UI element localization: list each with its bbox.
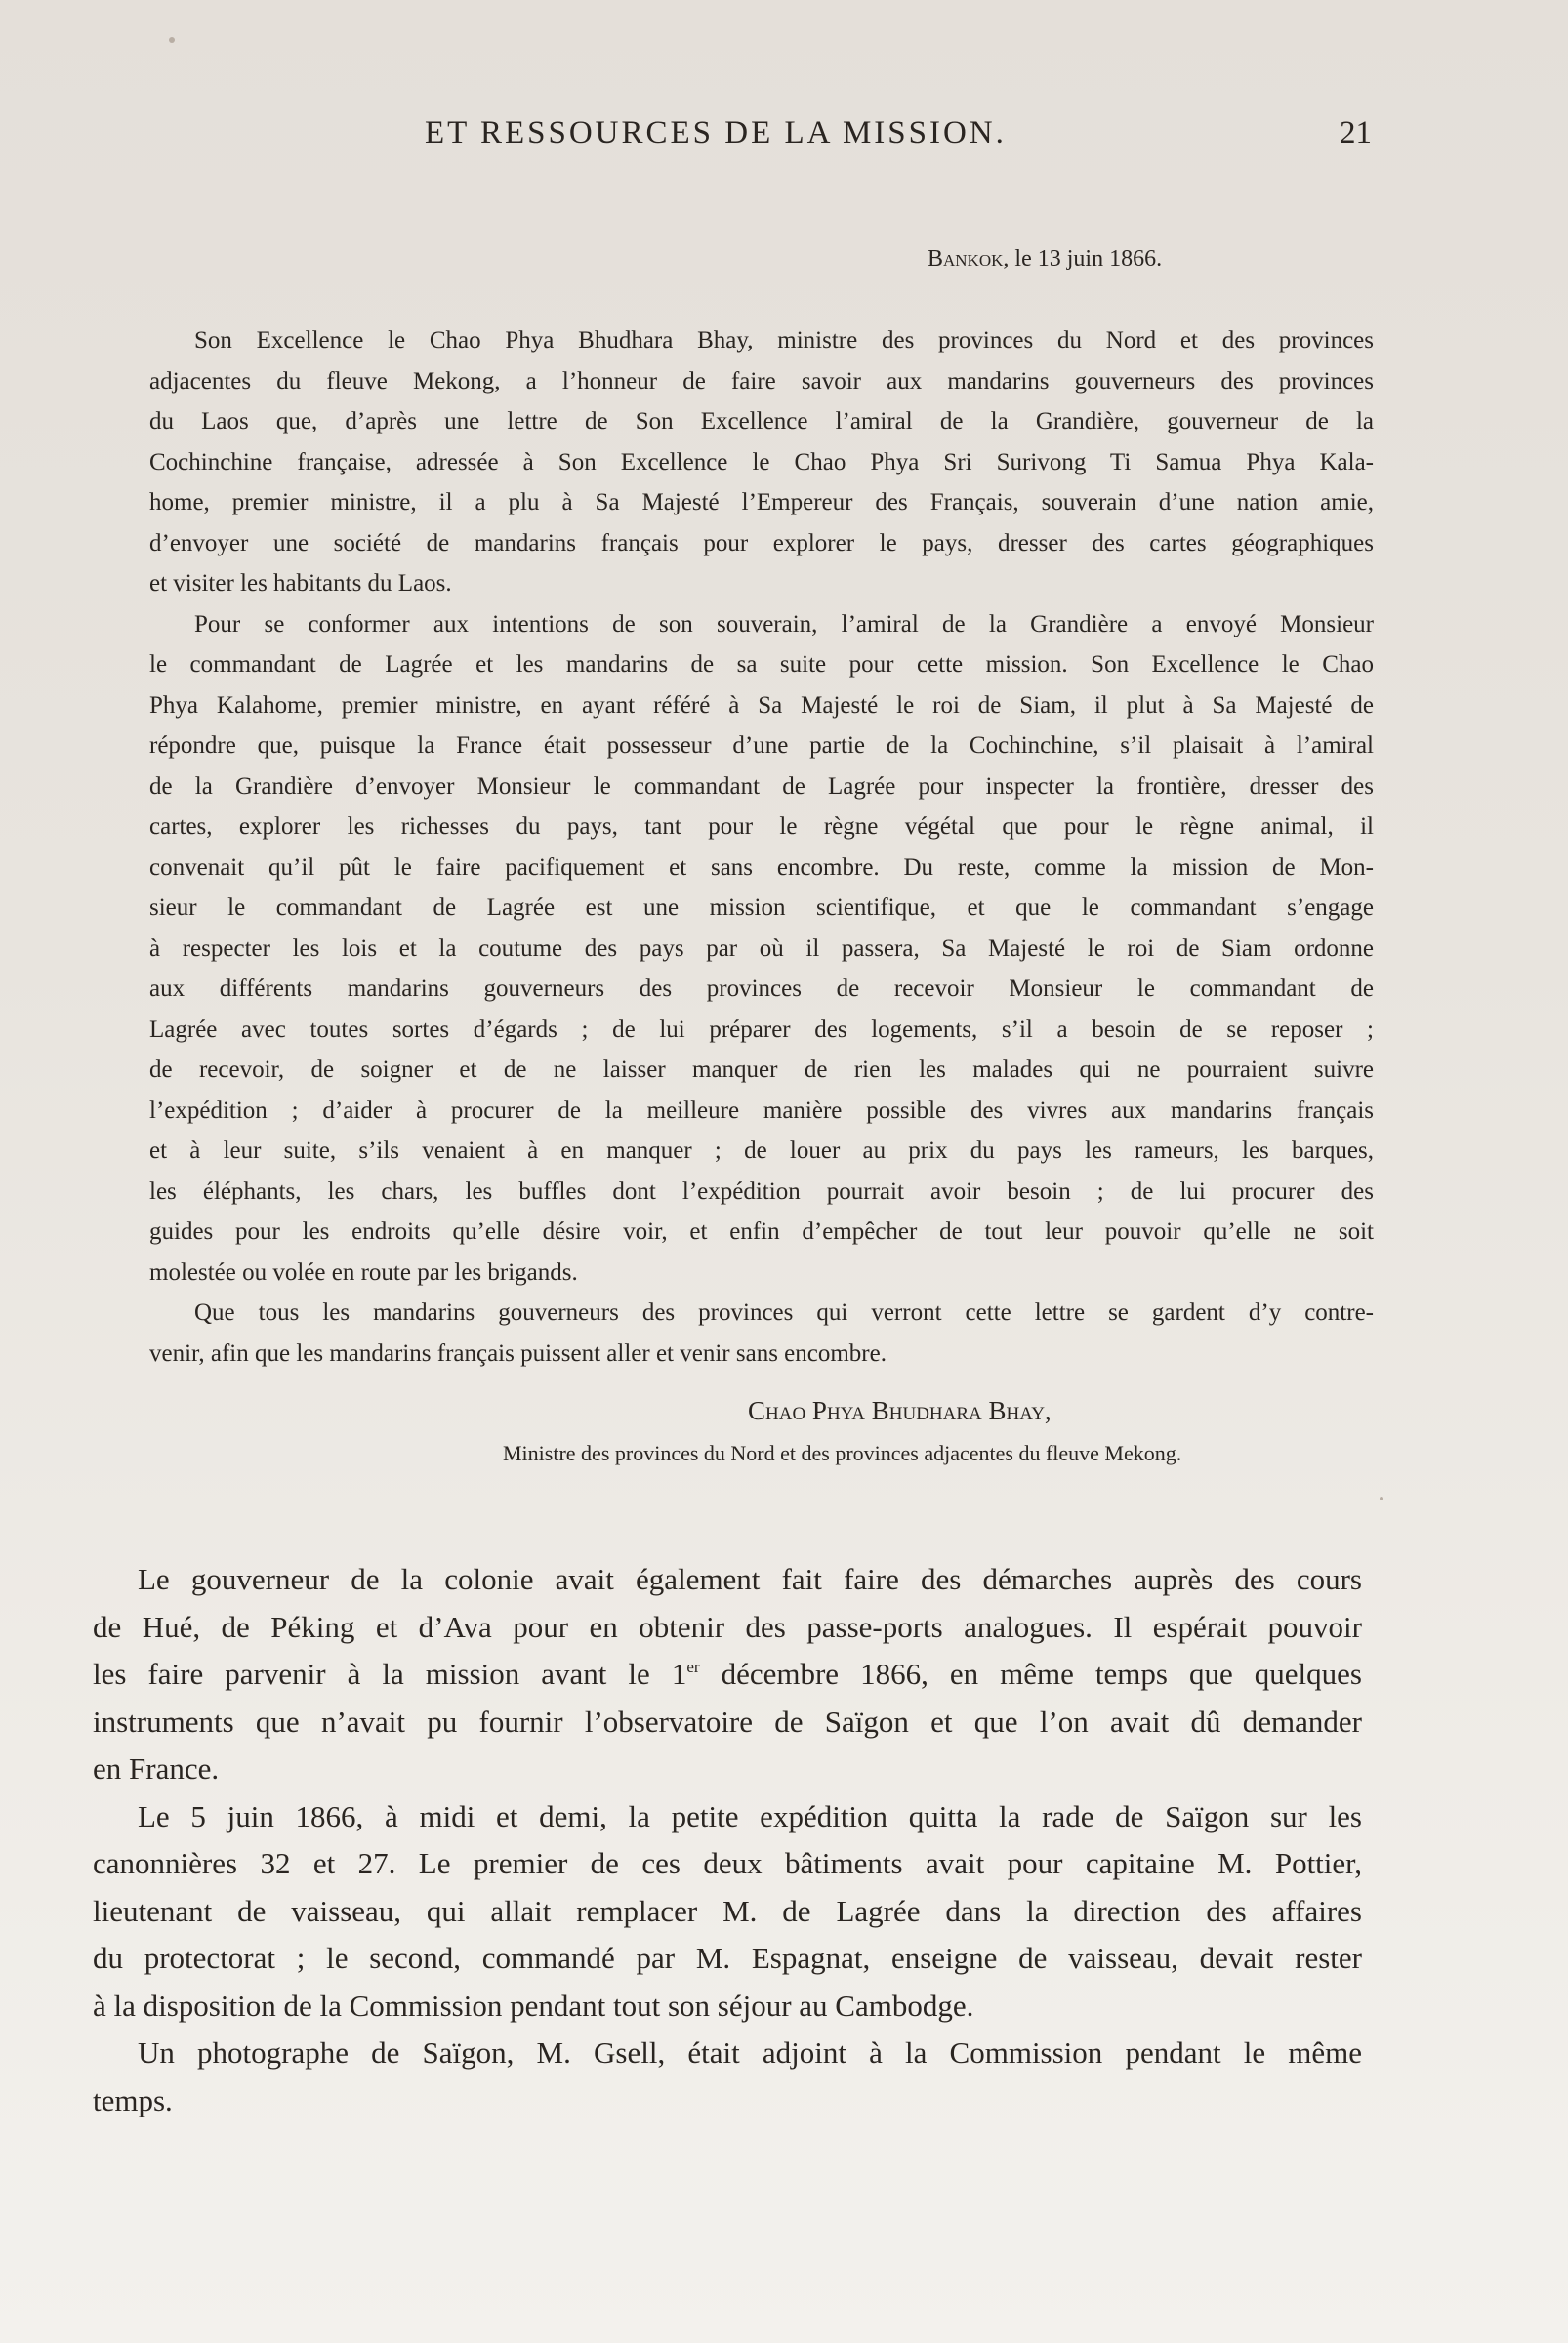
text-line: venir, afin que les mandarins français puissent aller et venir sans encombre. (149, 1339, 887, 1367)
text-line: de la Grandière d’envoyer Monsieur le commandant de Lagrée pour inspecter la frontière, dresser des (149, 772, 1374, 800)
text-segment: er (686, 1658, 700, 1677)
text-line: le commandant de Lagrée et les mandarins de sa suite pour cette mission. Son Excellence le Chao (149, 651, 1374, 678)
text-line: l’expédition ; d’aider à procurer de la meilleure manière possible des vivres aux mandarins français (149, 1096, 1374, 1124)
signatory-title: Ministre des provinces du Nord et des provinces adjacentes du fleuve Mekong. (503, 1441, 1182, 1465)
text-line: de recevoir, de soigner et de ne laisser manquer de rien les malades qui ne pourraient suivre (149, 1056, 1374, 1083)
text-line: répondre que, puisque la France était possesseur d’une partie de la Cochinchine, s’il plaisait à l’amiral (149, 732, 1374, 759)
text-line: instruments que n’avait pu fournir l’observatoire de Saïgon et que l’on avait dû demander (93, 1704, 1362, 1739)
letter-body (149, 320, 1374, 1374)
letter-signature: Chao Phya Bhudhara Bhay, (748, 1396, 1052, 1425)
narrative-body (93, 1556, 1362, 2124)
text-line: en France. (93, 1751, 220, 1786)
paper-speck (1380, 1497, 1383, 1500)
paragraph (93, 1556, 1362, 1793)
text-line: guides pour les endroits qu’elle désire voir, et enfin d’empêcher de tout leur pouvoir qu’elle ne soit (149, 1218, 1374, 1245)
text-line: Phya Kalahome, premier ministre, en ayant référé à Sa Majesté le roi de Siam, il plut à Sa Majesté de (149, 691, 1374, 719)
text-line: Le gouverneur de la colonie avait également fait faire des démarches auprès des cours (138, 1562, 1362, 1596)
text-line: Un photographe de Saïgon, M. Gsell, était adjoint à la Commission pendant le même (138, 2035, 1362, 2070)
text-line: d’envoyer une société de mandarins français pour explorer le pays, dresser des cartes géographiques (149, 529, 1374, 556)
dateline-place: Bankok (928, 246, 1004, 271)
paragraph (149, 1293, 1374, 1374)
text-line: à la disposition de la Commission pendant tout son séjour au Cambodge. (93, 1988, 974, 2023)
text-line: et visiter les habitants du Laos. (149, 570, 452, 596)
text-line: adjacentes du fleuve Mekong, a l’honneur de faire savoir aux mandarins gouverneurs des provinces (149, 367, 1374, 394)
text-line: temps. (93, 2082, 173, 2117)
running-title: ET RESSOURCES DE LA MISSION. (425, 115, 1007, 150)
text-line: du Laos que, d’après une lettre de Son Excellence l’amiral de la Grandière, gouverneur de la (149, 408, 1374, 434)
text-line: de Hué, de Péking et d’Ava pour en obtenir des passe-ports analogues. Il espérait pouvoir (93, 1609, 1362, 1644)
text-line: Que tous les mandarins gouverneurs des provinces qui verront cette lettre se gardent d’y contre- (194, 1299, 1374, 1326)
paragraph (93, 1793, 1362, 2031)
text-segment: les faire parvenir à la mission avant le 1 (93, 1657, 687, 1691)
text-line (93, 1651, 1362, 1699)
text-line: lieutenant de vaisseau, qui allait remplacer M. de Lagrée dans la direction des affaires (93, 1893, 1362, 1928)
dateline-date: , le 13 juin 1866. (1003, 246, 1163, 271)
text-line: Son Excellence le Chao Phya Bhudhara Bhay, ministre des provinces du Nord et des provinces (194, 327, 1374, 353)
text-line: les éléphants, les chars, les buffles dont l’expédition pourrait avoir besoin ; de lui procurer des (149, 1177, 1374, 1205)
letter-dateline (928, 246, 1162, 272)
text-line: aux différents mandarins gouverneurs des provinces de recevoir Monsieur le commandant de (149, 975, 1374, 1002)
text-line: et à leur suite, s’ils venaient à en manquer ; de louer au prix du pays les rameurs, les barques, (149, 1137, 1374, 1164)
text-line: molestée ou volée en route par les brigands. (149, 1258, 578, 1286)
page-number: 21 (1340, 115, 1372, 150)
text-line: Le 5 juin 1866, à midi et demi, la petite expédition quitta la rade de Saïgon sur les (138, 1798, 1362, 1833)
text-line: du protectorat ; le second, commandé par M. Espagnat, enseigne de vaisseau, devait rester (93, 1941, 1362, 1975)
text-line: convenait qu’il pût le faire pacifiquement et sans encombre. Du reste, comme la mission de Mon- (149, 853, 1374, 881)
paragraph (149, 604, 1374, 1294)
text-line: Pour se conformer aux intentions de son souverain, l’amiral de la Grandière a envoyé Monsieur (194, 610, 1374, 637)
text-line: home, premier ministre, il a plu à Sa Majesté l’Empereur des Français, souverain d’une nation amie, (149, 489, 1374, 515)
paper-speck (169, 37, 175, 43)
text-line: Cochinchine française, adressée à Son Excellence le Chao Phya Sri Surivong Ti Samua Phya Kala- (149, 448, 1374, 475)
paragraph (149, 320, 1374, 604)
text-segment: décembre 1866, en même temps que quelques (699, 1657, 1362, 1691)
paragraph (93, 2030, 1362, 2124)
text-line: canonnières 32 et 27. Le premier de ces deux bâtiments avait pour capitaine M. Pottier, (93, 1846, 1362, 1880)
text-line: sieur le commandant de Lagrée est une mission scientifique, et que le commandant s’engage (149, 894, 1374, 921)
text-line: Lagrée avec toutes sortes d’égards ; de lui préparer des logements, s’il a besoin de se reposer ; (149, 1015, 1374, 1043)
text-line: à respecter les lois et la coutume des pays par où il passera, Sa Majesté le roi de Siam ordonne (149, 934, 1374, 962)
text-line: cartes, explorer les richesses du pays, tant pour le règne végétal que pour le règne animal, il (149, 813, 1374, 840)
